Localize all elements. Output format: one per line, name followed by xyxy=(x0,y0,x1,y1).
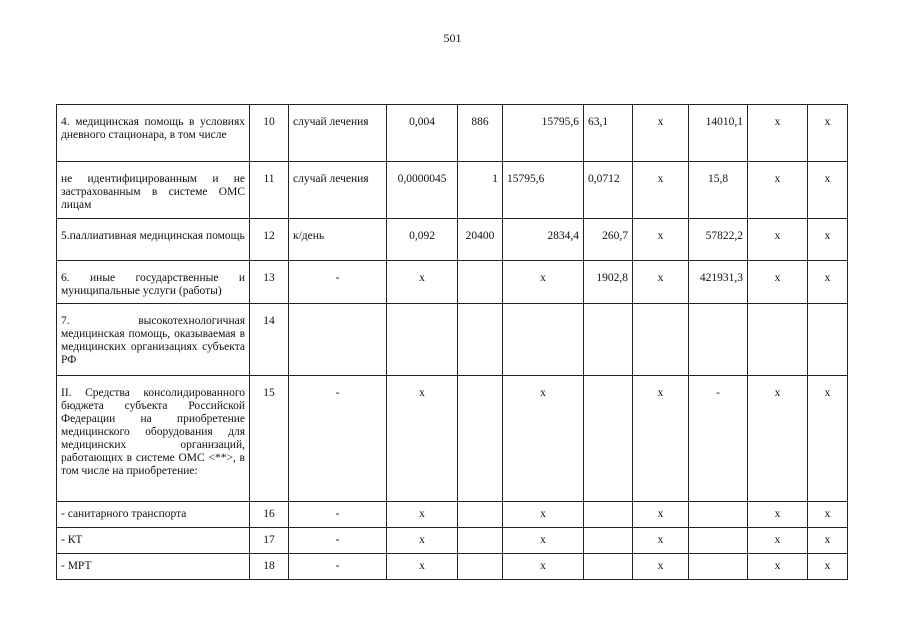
value-cell: х xyxy=(387,554,458,580)
table-row xyxy=(57,219,848,261)
value-cell xyxy=(458,554,503,580)
row-number-cell: 15 xyxy=(250,376,289,502)
value-cell: х xyxy=(748,162,808,219)
value-cell: 15795,6 xyxy=(503,162,584,219)
row-name-cell: - МРТ xyxy=(57,554,250,580)
unit-cell: - xyxy=(289,554,387,580)
unit-cell: - xyxy=(289,502,387,528)
value-cell: х xyxy=(633,528,689,554)
value-cell: 886 xyxy=(458,105,503,162)
value-cell xyxy=(387,304,458,376)
row-number-cell: 11 xyxy=(250,162,289,219)
value-cell: х xyxy=(748,105,808,162)
value-cell: х xyxy=(387,502,458,528)
unit-cell: случай лечения xyxy=(289,105,387,162)
page-number: 501 xyxy=(443,31,462,45)
value-cell xyxy=(689,304,748,376)
row-number-cell: 18 xyxy=(250,554,289,580)
value-cell: х xyxy=(387,376,458,502)
unit-cell: к/день xyxy=(289,219,387,261)
table-row xyxy=(57,376,848,502)
row-number-cell: 13 xyxy=(250,261,289,304)
row-number-cell: 16 xyxy=(250,502,289,528)
value-cell: х xyxy=(748,261,808,304)
row-name-cell: II. Средства консолидированного бюджета субъекта Российской Федерации на приобретение медицинского оборудования для медицинских организаций, работающих в системе ОМС <**>, в том числе на приобретение: xyxy=(57,376,250,502)
value-cell: х xyxy=(748,376,808,502)
value-cell xyxy=(458,261,503,304)
value-cell: х xyxy=(748,554,808,580)
value-cell xyxy=(584,502,633,528)
row-name-cell: - КТ xyxy=(57,528,250,554)
value-cell: х xyxy=(748,219,808,261)
table-row xyxy=(57,261,848,304)
row-number-cell: 17 xyxy=(250,528,289,554)
value-cell: 260,7 xyxy=(584,219,633,261)
value-cell xyxy=(689,502,748,528)
unit-cell: - xyxy=(289,528,387,554)
value-cell: х xyxy=(503,261,584,304)
value-cell: х xyxy=(633,219,689,261)
table-row xyxy=(57,304,848,376)
value-cell: 421931,3 xyxy=(689,261,748,304)
row-number-cell: 14 xyxy=(250,304,289,376)
value-cell: 63,1 xyxy=(584,105,633,162)
value-cell: х xyxy=(808,261,848,304)
value-cell: 0,0712 xyxy=(584,162,633,219)
row-name-cell: 7. высокотехнологичная медицинская помощь, оказываемая в медицинских организациях субъекта РФ xyxy=(57,304,250,376)
value-cell: х xyxy=(503,502,584,528)
row-name-cell: 6. иные государственные и муниципальные услуги (работы) xyxy=(57,261,250,304)
value-cell: х xyxy=(808,105,848,162)
row-name-cell: 4. медицинская помощь в условиях дневного стационара, в том числе xyxy=(57,105,250,162)
value-cell xyxy=(584,554,633,580)
unit-cell xyxy=(289,304,387,376)
value-cell: х xyxy=(808,528,848,554)
value-cell: 15,8 xyxy=(689,162,748,219)
value-cell xyxy=(584,528,633,554)
value-cell: х xyxy=(808,376,848,502)
unit-cell: - xyxy=(289,261,387,304)
unit-cell: - xyxy=(289,376,387,502)
row-name-cell: - санитарного транспорта xyxy=(57,502,250,528)
value-cell: 0,0000045 xyxy=(387,162,458,219)
value-cell: х xyxy=(503,528,584,554)
value-cell: х xyxy=(808,502,848,528)
value-cell: х xyxy=(748,502,808,528)
value-cell: х xyxy=(633,105,689,162)
value-cell xyxy=(584,376,633,502)
value-cell xyxy=(458,502,503,528)
value-cell xyxy=(748,304,808,376)
value-cell: х xyxy=(633,554,689,580)
table-row xyxy=(57,162,848,219)
table-row xyxy=(57,105,848,162)
value-cell: 1 xyxy=(458,162,503,219)
table-row xyxy=(57,502,848,528)
value-cell xyxy=(689,528,748,554)
value-cell: х xyxy=(387,261,458,304)
value-cell: х xyxy=(503,376,584,502)
value-cell xyxy=(503,304,584,376)
row-name-cell: 5.паллиативная медицинская помощь xyxy=(57,219,250,261)
value-cell: 0,092 xyxy=(387,219,458,261)
value-cell: х xyxy=(633,162,689,219)
value-cell: 15795,6 xyxy=(503,105,584,162)
row-number-cell: 12 xyxy=(250,219,289,261)
table-body xyxy=(57,105,848,580)
value-cell xyxy=(689,554,748,580)
value-cell: 20400 xyxy=(458,219,503,261)
value-cell: 14010,1 xyxy=(689,105,748,162)
value-cell: 1902,8 xyxy=(584,261,633,304)
value-cell xyxy=(458,304,503,376)
row-name-cell: не идентифицированным и не застрахованным в системе ОМС лицам xyxy=(57,162,250,219)
value-cell: х xyxy=(633,502,689,528)
value-cell xyxy=(584,304,633,376)
table-row xyxy=(57,554,848,580)
value-cell: х xyxy=(748,528,808,554)
unit-cell: случай лечения xyxy=(289,162,387,219)
value-cell: - xyxy=(689,376,748,502)
value-cell: х xyxy=(387,528,458,554)
table-row xyxy=(57,528,848,554)
value-cell: х xyxy=(808,554,848,580)
value-cell xyxy=(633,304,689,376)
value-cell: 0,004 xyxy=(387,105,458,162)
row-number-cell: 10 xyxy=(250,105,289,162)
value-cell: 2834,4 xyxy=(503,219,584,261)
value-cell xyxy=(458,376,503,502)
summary-table xyxy=(56,104,848,580)
value-cell xyxy=(458,528,503,554)
value-cell: х xyxy=(503,554,584,580)
value-cell: х xyxy=(633,376,689,502)
value-cell: х xyxy=(808,219,848,261)
value-cell: 57822,2 xyxy=(689,219,748,261)
value-cell: х xyxy=(808,162,848,219)
value-cell: х xyxy=(633,261,689,304)
value-cell xyxy=(808,304,848,376)
